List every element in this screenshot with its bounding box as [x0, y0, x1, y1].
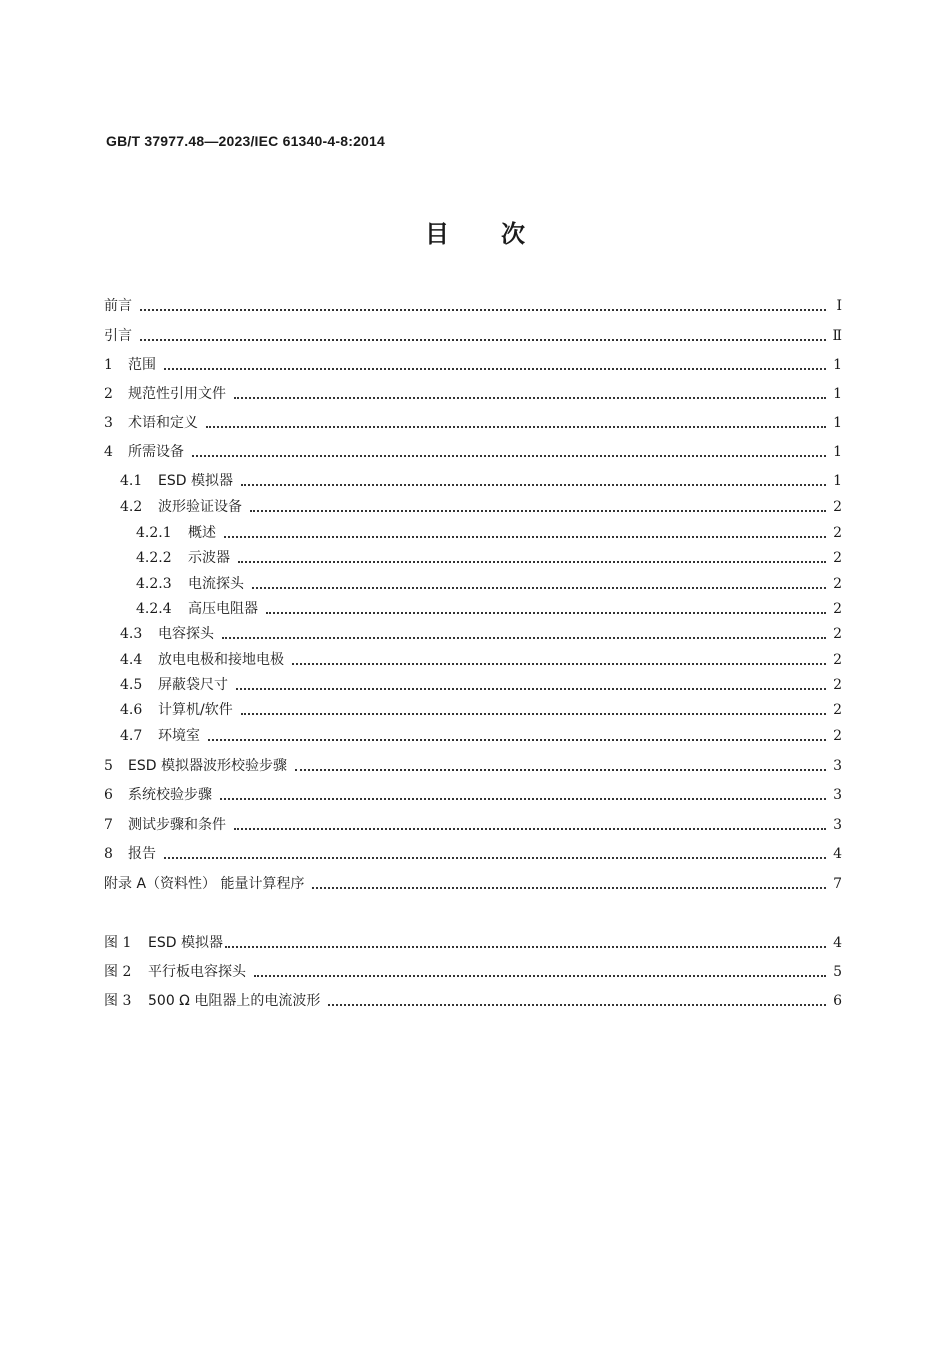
toc-entry-number: 图 2 — [104, 964, 132, 980]
toc-entry-introduction[interactable] — [104, 323, 842, 345]
toc-entry-number: 7 — [104, 817, 113, 833]
toc-entry-page: 6 — [833, 993, 842, 1009]
dot-leader — [292, 663, 826, 665]
toc-entry-section-3[interactable] — [104, 410, 842, 432]
toc-entry-page: 7 — [833, 876, 842, 892]
toc-entry-label: 示波器 — [188, 550, 230, 566]
toc-entry-page: 2 — [833, 576, 842, 592]
dot-leader — [238, 561, 826, 563]
toc-entry-page: 3 — [833, 758, 842, 774]
toc-entry-page: 1 — [833, 357, 842, 373]
toc-entry-label: 500 Ω 电阻器上的电流波形 — [148, 993, 321, 1009]
toc-entry-number: 4.6 — [120, 702, 143, 718]
toc-entry-label: 屏蔽袋尺寸 — [158, 677, 228, 693]
toc-entry-label: 规范性引用文件 — [128, 386, 226, 402]
toc-entry-number: 6 — [104, 787, 113, 803]
dot-leader — [192, 455, 826, 457]
dot-leader — [241, 713, 826, 715]
toc-entry-label: 波形验证设备 — [158, 499, 242, 515]
toc-entry-section-4-4[interactable] — [104, 647, 842, 669]
dot-leader — [234, 397, 826, 399]
document-identifier: GB/T 37977.48—2023/IEC 61340-4-8:2014 — [106, 133, 386, 149]
toc-entry-number: 4.2 — [120, 499, 143, 515]
toc-entry-section-4-2-1[interactable] — [104, 520, 842, 542]
toc-entry-number: 4.2.4 — [136, 601, 172, 617]
dot-leader — [241, 484, 826, 486]
toc-entry-page: Ⅱ — [832, 328, 842, 344]
toc-entry-label: 系统校验步骤 — [128, 787, 212, 803]
toc-entry-section-1[interactable] — [104, 352, 842, 374]
toc-entry-number: 4.2.1 — [136, 525, 172, 541]
toc-entry-label: 所需设备 — [128, 444, 184, 460]
toc-entry-number: 3 — [104, 415, 113, 431]
toc-entry-label: 平行板电容探头 — [148, 964, 246, 980]
dot-leader — [312, 887, 826, 889]
toc-entry-page: 3 — [833, 817, 842, 833]
dot-leader — [224, 536, 826, 538]
toc-entry-page: 1 — [833, 444, 842, 460]
toc-entry-label: 附录 A（资料性） 能量计算程序 — [104, 876, 305, 892]
toc-entry-section-4-2-2[interactable] — [104, 545, 842, 567]
dot-leader — [164, 368, 826, 370]
toc-entry-section-4-5[interactable] — [104, 672, 842, 694]
toc-entry-section-6[interactable] — [104, 782, 842, 804]
toc-entry-number: 图 1 — [104, 935, 132, 951]
dot-leader — [254, 975, 826, 977]
toc-entry-section-4-6[interactable] — [104, 697, 842, 719]
table-of-contents — [104, 0, 842, 1345]
toc-entry-label: 电容探头 — [158, 626, 214, 642]
dot-leader — [328, 1004, 826, 1006]
dot-leader — [222, 637, 826, 639]
toc-entry-page: 1 — [833, 386, 842, 402]
toc-entry-number: 4.3 — [120, 626, 143, 642]
toc-entry-number: 4.4 — [120, 652, 143, 668]
toc-entry-number: 4.5 — [120, 677, 143, 693]
toc-entry-page: Ⅰ — [836, 298, 842, 314]
toc-entry-page: 2 — [833, 652, 842, 668]
toc-entry-label: 概述 — [188, 525, 216, 541]
toc-entry-section-4[interactable] — [104, 439, 842, 461]
toc-entry-foreword[interactable] — [104, 293, 842, 315]
dot-leader — [220, 798, 826, 800]
toc-entry-section-4-7[interactable] — [104, 723, 842, 745]
toc-entry-label: ESD 模拟器 — [148, 935, 223, 951]
toc-entry-label: 电流探头 — [188, 576, 244, 592]
toc-entry-number: 图 3 — [104, 993, 132, 1009]
toc-entry-page: 2 — [833, 525, 842, 541]
toc-entry-label: 环境室 — [158, 728, 200, 744]
toc-entry-page: 2 — [833, 550, 842, 566]
dot-leader — [266, 612, 826, 614]
toc-entry-page: 4 — [833, 935, 842, 951]
toc-entry-page: 1 — [833, 473, 842, 489]
toc-entry-section-2[interactable] — [104, 381, 842, 403]
toc-entry-page: 5 — [833, 964, 842, 980]
dot-leader — [295, 769, 826, 771]
toc-entry-number: 4.1 — [120, 473, 143, 489]
toc-entry-section-4-2[interactable] — [104, 494, 842, 516]
dot-leader — [164, 857, 826, 859]
toc-entry-number: 4.7 — [120, 728, 143, 744]
toc-entry-label: 报告 — [128, 846, 156, 862]
toc-entry-section-4-2-3[interactable] — [104, 571, 842, 593]
toc-entry-page: 2 — [833, 626, 842, 642]
toc-entry-label: ESD 模拟器波形校验步骤 — [128, 758, 287, 774]
toc-entry-section-7[interactable] — [104, 812, 842, 834]
toc-entry-page: 4 — [833, 846, 842, 862]
toc-entry-figure-3[interactable] — [104, 988, 842, 1010]
toc-entry-label: 高压电阻器 — [188, 601, 258, 617]
toc-entry-page: 2 — [833, 728, 842, 744]
toc-entry-number: 5 — [104, 758, 113, 774]
dot-leader — [206, 426, 826, 428]
toc-entry-section-4-2-4[interactable] — [104, 596, 842, 618]
toc-entry-number: 8 — [104, 846, 113, 862]
toc-entry-label: 引言 — [104, 328, 132, 344]
toc-entry-figure-1[interactable] — [104, 930, 842, 952]
toc-entry-label: ESD 模拟器 — [158, 473, 233, 489]
dot-leader — [236, 688, 826, 690]
dot-leader — [252, 587, 826, 589]
toc-title-char: 目 — [425, 220, 449, 248]
toc-entry-page: 3 — [833, 787, 842, 803]
toc-entry-label: 前言 — [104, 298, 132, 314]
toc-entry-label: 范围 — [128, 357, 156, 373]
toc-entry-figure-2[interactable] — [104, 959, 842, 981]
dot-leader — [250, 510, 826, 512]
toc-entry-section-8[interactable] — [104, 841, 842, 863]
toc-entry-page: 1 — [833, 415, 842, 431]
toc-entry-page: 2 — [833, 499, 842, 515]
toc-entry-section-4-1[interactable] — [104, 468, 842, 490]
dot-leader — [234, 828, 826, 830]
dot-leader — [140, 339, 826, 341]
toc-entry-section-4-3[interactable] — [104, 621, 842, 643]
toc-entry-annex-a[interactable] — [104, 871, 842, 893]
toc-entry-number: 4.2.2 — [136, 550, 172, 566]
dot-leader — [208, 739, 826, 741]
dot-leader — [140, 309, 826, 311]
toc-entry-label: 测试步骤和条件 — [128, 817, 226, 833]
toc-entry-number: 2 — [104, 386, 113, 402]
toc-entry-label: 放电电极和接地电极 — [158, 652, 284, 668]
toc-entry-number: 4.2.3 — [136, 576, 172, 592]
toc-entry-number: 4 — [104, 444, 113, 460]
toc-title-char: 次 — [501, 220, 525, 248]
toc-entry-label: 术语和定义 — [128, 415, 198, 431]
toc-entry-page: 2 — [833, 601, 842, 617]
toc-entry-section-5[interactable] — [104, 753, 842, 775]
toc-entry-label: 计算机/软件 — [158, 702, 233, 718]
toc-entry-number: 1 — [104, 357, 113, 373]
toc-entry-page: 2 — [833, 677, 842, 693]
toc-entry-page: 2 — [833, 702, 842, 718]
dot-leader — [225, 946, 826, 948]
